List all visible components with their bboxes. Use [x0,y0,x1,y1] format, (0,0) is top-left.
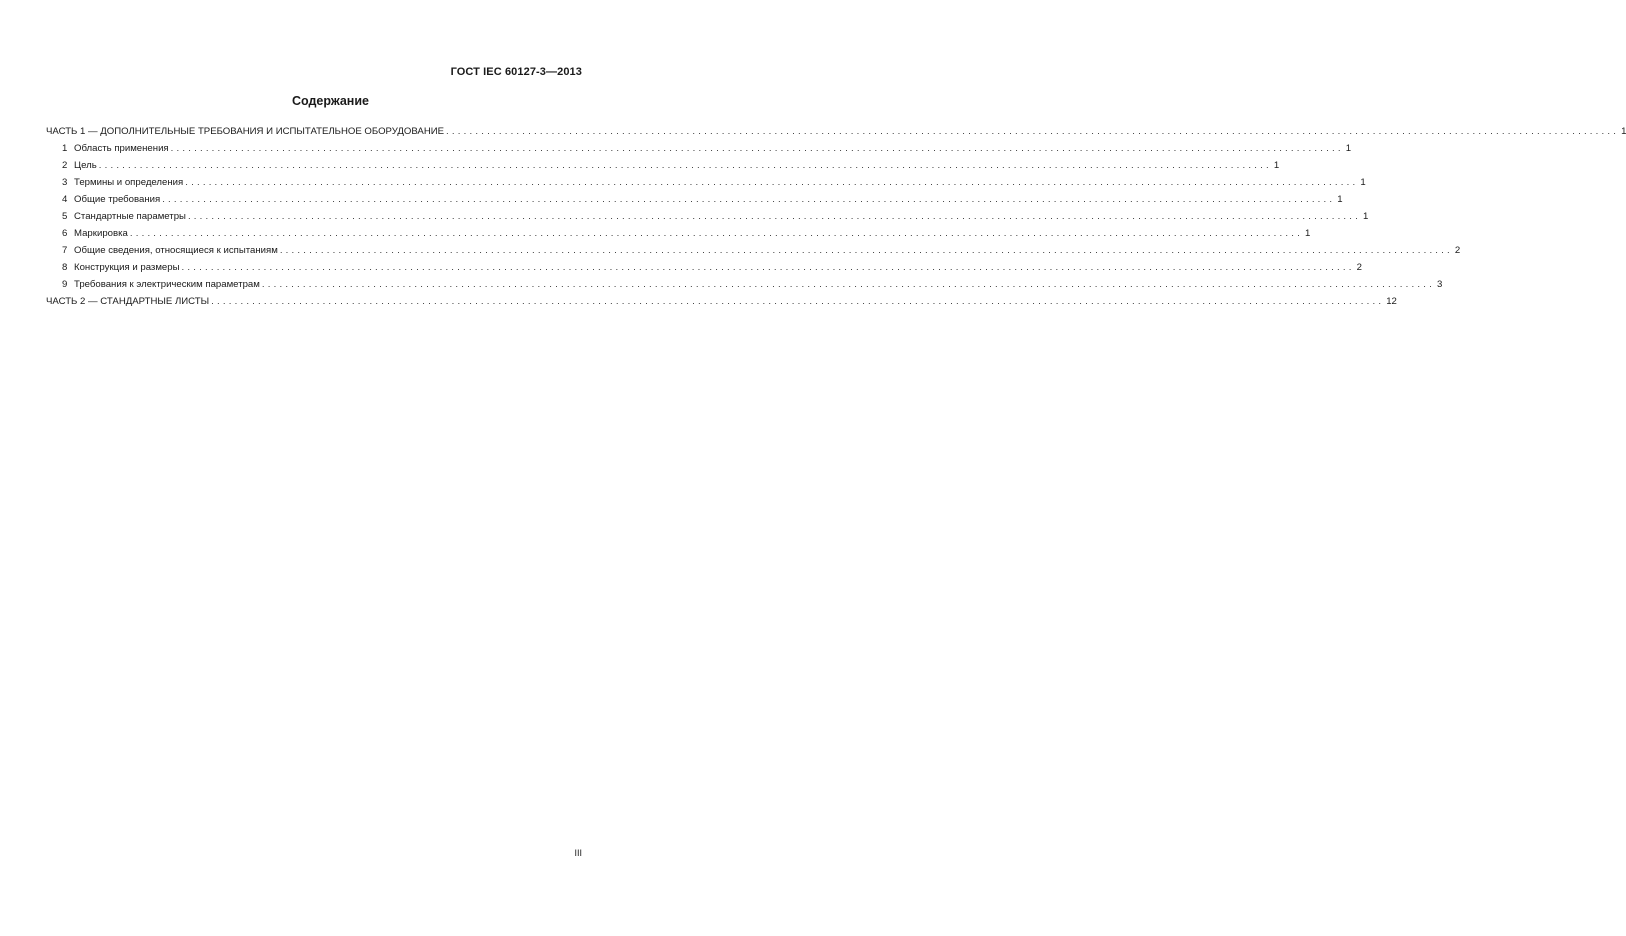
toc-entry-page: 2 [1454,245,1461,256]
toc-leader-dots: ........................................................................................................................................................................................................ [181,262,1355,273]
toc-entry-number: 8 [62,262,68,273]
toc-entry-6[interactable] [46,225,1311,242]
toc-entry-number: 9 [62,279,68,290]
toc-leader-dots: ........................................................................................................................................................................................................ [162,194,1336,205]
toc-leader-dots: ........................................................................................................................................................................................................ [170,143,1344,154]
document-code: ГОСТ IEC 60127-3—2013 [450,66,582,78]
toc-entry-number: 6 [62,228,68,239]
toc-entry-3[interactable] [46,174,1366,191]
toc-leader-dots: ........................................................................................................................................................................................................ [446,126,1620,137]
toc-entry-4[interactable] [46,191,1343,208]
toc-entry-number: 3 [62,177,68,188]
toc-entry-7[interactable] [46,242,1461,259]
toc-entry-label: Цель [74,160,97,171]
toc-entry-page: 1 [1345,143,1352,154]
page-number: III [574,848,582,858]
toc-entry-1[interactable] [46,140,1352,157]
toc-leader-dots: ........................................................................................................................................................................................................ [187,211,1362,222]
toc-entry-2[interactable] [46,157,1280,174]
toc-entry-label: ЧАСТЬ 1 — ДОПОЛНИТЕЛЬНЫЕ ТРЕБОВАНИЯ И ИСПЫТАТЕЛЬНОЕ ОБОРУДОВАНИЕ [46,126,445,137]
toc-entry-page: 3 [1436,279,1443,290]
toc-entry-label: Область применения [74,143,169,154]
toc-entry-page: 12 [1386,296,1397,307]
toc-entry-label: Требования к электрическим параметрам [74,279,260,290]
toc-leader-dots: ........................................................................................................................................................................................................ [98,160,1272,171]
toc-entry-5[interactable] [46,208,1369,225]
toc-entry-page: 1 [1363,211,1369,222]
toc-entry-number: 2 [62,160,68,171]
toc-entry-label: Стандартные параметры [74,211,186,222]
toc-entry-page: 1 [1337,194,1343,205]
toc-title: Содержание [291,94,369,108]
toc-leader-dots: ........................................................................................................................................................................................................ [211,296,1385,307]
toc-entry-label: Конструкция и размеры [74,262,180,273]
toc-leader-dots: ........................................................................................................................................................................................................ [261,279,1435,290]
toc-entry-number: 5 [62,211,68,222]
toc-entry-page: 1 [1304,228,1311,239]
toc-entry-label: Маркировка [74,228,128,239]
toc-entry-part-1[interactable] [46,123,1626,140]
toc-entry-label: Общие требования [74,194,161,205]
toc-entry-8[interactable] [46,259,1362,276]
toc-entry-number: 7 [62,245,68,256]
toc-entry-page: 1 [1621,126,1626,137]
toc-entry-label: ЧАСТЬ 2 — СТАНДАРТНЫЕ ЛИСТЫ [46,296,210,307]
toc-entry-page: 1 [1273,160,1280,171]
toc-leader-dots: ........................................................................................................................................................................................................ [185,177,1359,188]
toc-leader-dots: ........................................................................................................................................................................................................ [279,245,1453,256]
toc-leader-dots: ........................................................................................................................................................................................................ [129,228,1303,239]
toc-entry-label: Термины и определения [74,177,184,188]
toc-entry-number: 1 [62,143,68,154]
toc-entry-number: 4 [62,194,68,205]
toc-entry-label: Общие сведения, относящиеся к испытаниям [74,245,278,256]
toc-entry-part-2[interactable] [46,293,1397,310]
toc-entry-9[interactable] [46,276,1443,293]
toc-entry-page: 1 [1360,177,1366,188]
toc-entry-page: 2 [1356,262,1362,273]
table-of-contents [46,123,1626,310]
